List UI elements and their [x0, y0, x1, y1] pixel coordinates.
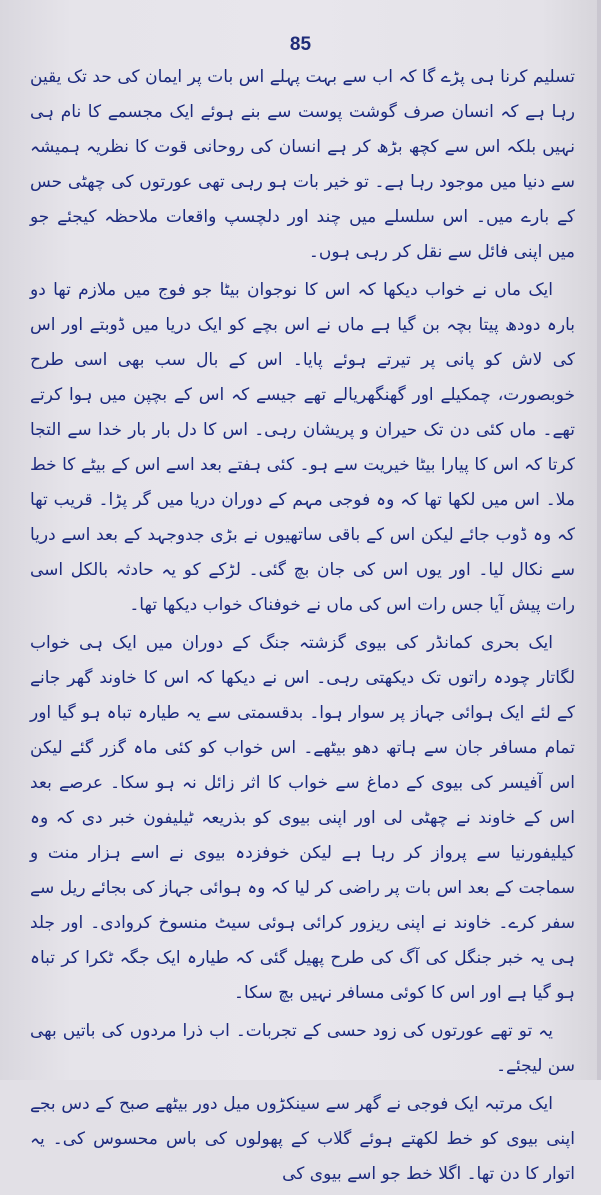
paragraph-mother-dream: ایک ماں نے خواب دیکھا کہ اس کا نوجوان بیٹا جو فوج میں ملازم تھا دو بارہ دودھ پیتا بچہ بن گیا ہے ماں نے اس بچے کو ایک دریا میں ڈوبتے اور اس کی لاش کو پانی پر تیرتے ہوئے پایا۔ اس کے بال سب بھی اسی طرح خوبصورت، چمکیلے اور گھنگھریالے تھے جیسے کہ اس کے بچپن میں ہوا کرتے تھے۔ ماں کئی دن تک حیران و پریشان رہی۔ اس کا دل بار بار خدا سے التجا کرتا کہ اس کا پیارا بیٹا خیریت سے ہو۔ کئی ہفتے بعد اسے اس کے بیٹے کا خط ملا۔ اس میں لکھا تھا کہ وہ فوجی مہم کے دوران دریا میں گر پڑا۔ قریب تھا کہ وہ ڈوب جائے لیکن اس کے باقی ساتھیوں نے بڑی جدوجہد کے بعد اسے دریا سے نکال لیا۔ اور یوں اس کی جان بچ گئی۔ لڑکے کو یہ حادثہ بالکل اسی رات پیش آیا جس رات اس کی ماں نے خوفناک خواب دیکھا تھا۔	[30, 280, 575, 615]
page-number: 85	[289, 34, 312, 55]
body-text	[30, 60, 575, 1195]
paragraph-transition: یہ تو تھے عورتوں کی زود حسی کے تجربات۔ اب ذرا مردوں کی باتیں بھی سن لیجئے۔	[30, 1021, 575, 1076]
paragraph-soldier: ایک مرتبہ ایک فوجی نے گھر سے سینکڑوں میل دور بیٹھے صبح کے دس بجے اپنی بیوی کو خط لکھتے ہوئے گلاب کے پھولوں کی باس محسوس کی۔ یہ اتوار کا دن تھا۔ اگلا خط جو اسے بیوی کی	[30, 1094, 575, 1184]
paragraph-commander-wife: ایک بحری کمانڈر کی بیوی گزشتہ جنگ کے دوران میں ایک ہی خواب لگاتار چودہ راتوں تک دیکھتی رہی۔ اس نے دیکھا کہ اس کا خاوند گھر جانے کے لئے ایک ہوائی جہاز پر سوار ہوا۔ بدقسمتی سے یہ طیارہ تباہ ہو گیا اور تمام مسافر جان سے ہاتھ دھو بیٹھے۔ اس خواب کو کئی ماہ گزر گئے لیکن اس آفیسر کی بیوی کے دماغ سے خواب کا اثر زائل نہ ہو سکا۔ عرصے بعد اس کے خاوند نے چھٹی لی اور اپنی بیوی کو بذریعہ ٹیلیفون خبر دی کہ وہ کیلیفورنیا سے پرواز کر رہا ہے لیکن خوفزدہ بیوی نے اسے ہزار منت و سماجت کے بعد اس بات پر راضی کر لیا کہ وہ ہوائی جہاز کی بجائے ریل سے سفر کرے۔ خاوند نے اپنی ریزور کرائی ہوئی سیٹ منسوخ کروادی۔ اور جلد ہی یہ خبر جنگل کی آگ کی طرح پھیل گئی کہ طیارہ ایک جگہ ٹکرا کر تباہ ہو گیا ہے اور اس کا کوئی مسافر نہیں بچ سکا۔	[30, 633, 575, 1003]
page-edge	[597, 0, 601, 1080]
paragraph-intro: تسلیم کرنا ہی پڑے گا کہ اب سے بہت پہلے اس بات پر ایمان کی حد تک یقین رہا ہے کہ انسان صرف گوشت پوست سے بنے ہوئے ایک مجسمے کا نام ہی نہیں بلکہ اس سے کچھ بڑھ کر ہے انسان کی روحانی قوت کا نظریہ ہمیشہ سے دنیا میں موجود رہا ہے۔ تو خیر بات ہو رہی تھی عورتوں کی چھٹی حس کے بارے میں۔ اس سلسلے میں چند اور دلچسپ واقعات ملاحظہ کیجئے جو میں اپنی فائل سے نقل کر رہی ہوں۔	[30, 67, 575, 262]
